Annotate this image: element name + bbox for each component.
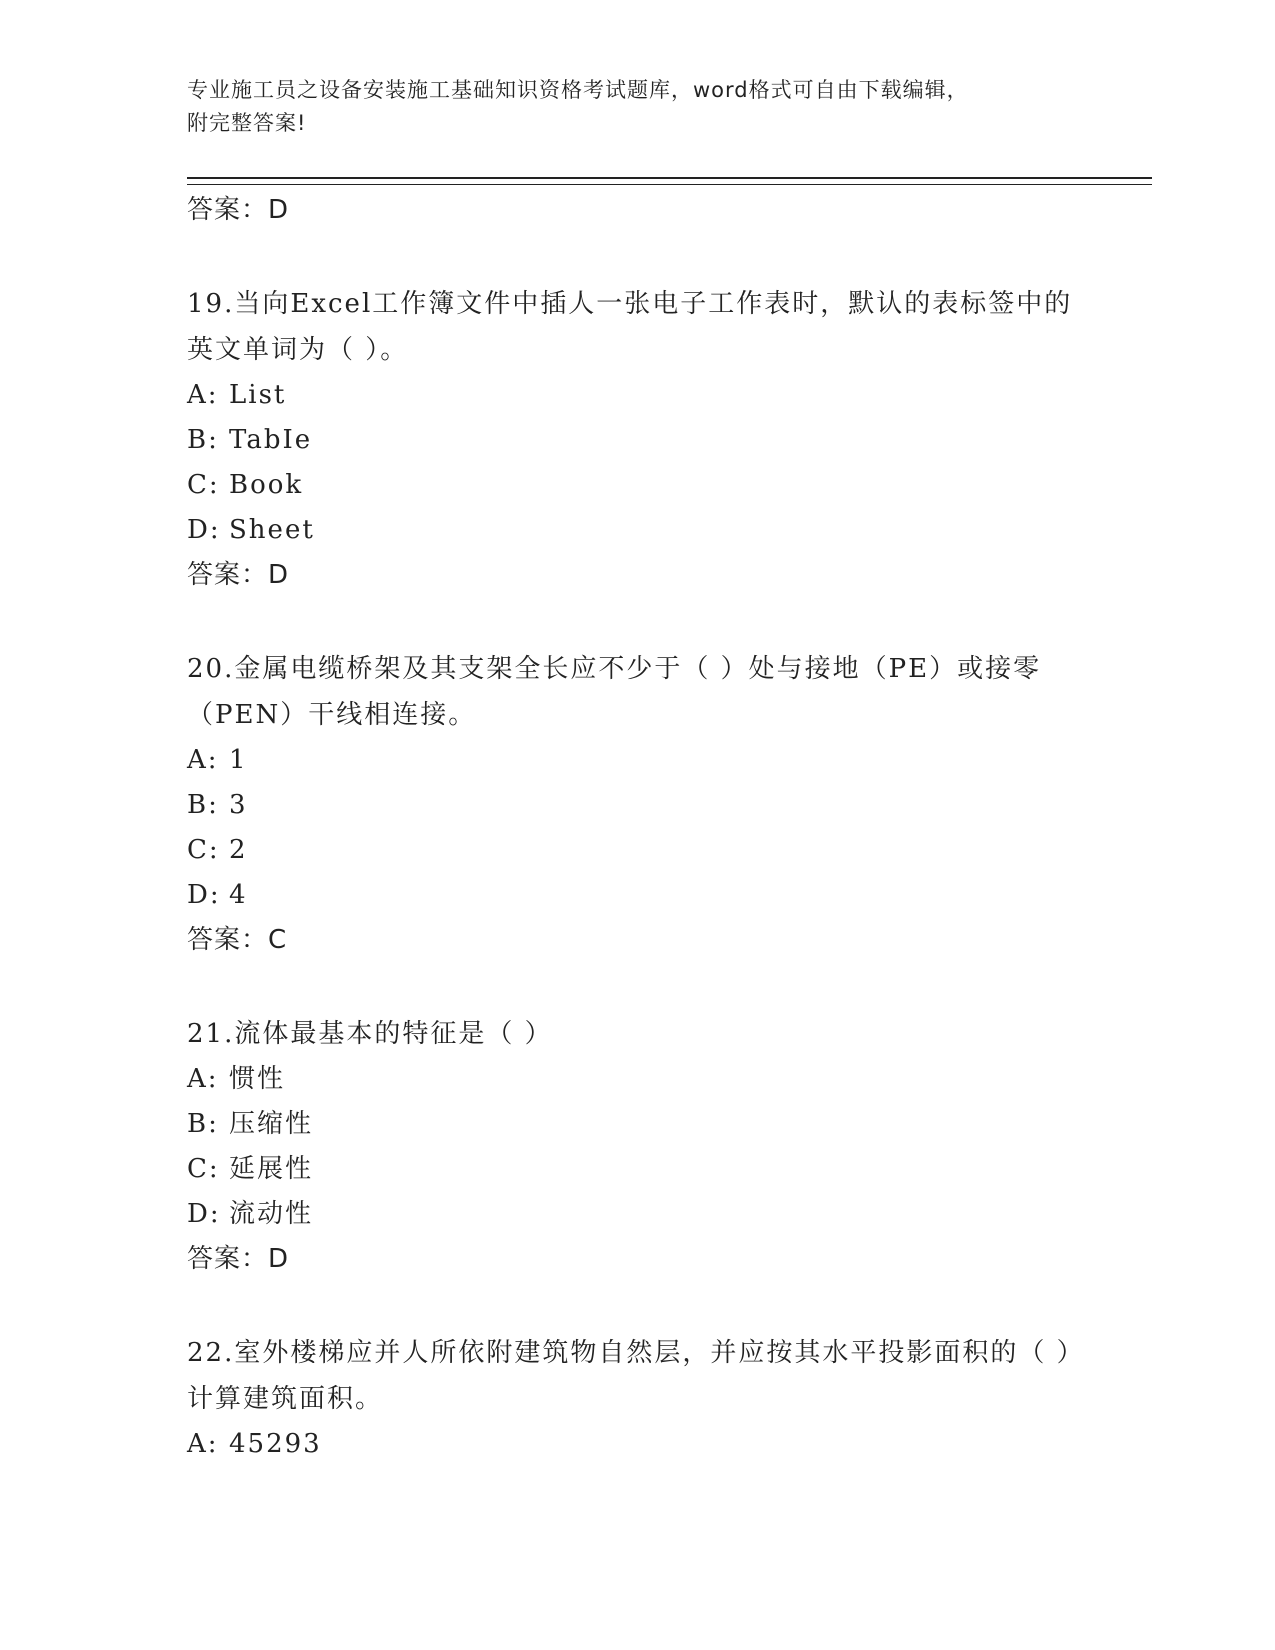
option-value: 1 xyxy=(229,745,248,775)
option-d xyxy=(187,508,1087,553)
option-b xyxy=(187,783,1087,828)
question-22 xyxy=(187,1328,1087,1422)
option-label: C: xyxy=(187,470,220,500)
option-c xyxy=(187,828,1087,873)
option-label: D: xyxy=(187,515,221,545)
question-20 xyxy=(187,644,1087,738)
option-label: B: xyxy=(187,790,219,820)
question-list xyxy=(187,188,1087,1467)
option-label: C: xyxy=(187,1154,220,1184)
question-text: 19.当向Excel工作簿文件中插人一张电子工作表时，默认的表标签中的英文单词为（ ）。 xyxy=(187,289,1073,365)
option-value: Book xyxy=(229,470,304,500)
option-label: D: xyxy=(187,880,221,910)
question-19 xyxy=(187,279,1087,373)
spacer xyxy=(187,598,1087,644)
option-a xyxy=(187,1057,1087,1102)
option-value: List xyxy=(229,380,287,410)
option-b xyxy=(187,418,1087,463)
option-value: 压缩性 xyxy=(229,1109,314,1139)
option-value: 4 xyxy=(229,880,248,910)
option-a xyxy=(187,738,1087,783)
option-value: 2 xyxy=(229,835,248,865)
option-c xyxy=(187,463,1087,508)
option-label: B: xyxy=(187,425,219,455)
document-header xyxy=(187,74,1067,140)
answer-20: 答案：C xyxy=(187,925,288,955)
option-label: D: xyxy=(187,1199,221,1229)
question-text: 20.金属电缆桥架及其支架全长应不少于（ ）处与接地（PE）或接零（PEN）干线相连接。 xyxy=(187,654,1042,730)
option-c xyxy=(187,1147,1087,1192)
option-d xyxy=(187,1192,1087,1237)
option-value: 延展性 xyxy=(229,1154,314,1184)
answer-21: 答案：D xyxy=(187,1244,290,1274)
option-label: A: xyxy=(187,1429,219,1459)
option-label: A: xyxy=(187,380,219,410)
question-text: 22.室外楼梯应并人所依附建筑物自然层，并应按其水平投影面积的（ ）计算建筑面积。 xyxy=(187,1338,1085,1414)
option-label: A: xyxy=(187,1064,219,1094)
option-value: Sheet xyxy=(229,515,315,545)
option-value: 惯性 xyxy=(229,1064,286,1094)
header-line-1: 专业施工员之设备安装施工基础知识资格考试题库，word格式可自由下载编辑， xyxy=(187,78,969,102)
header-divider xyxy=(187,177,1152,185)
spacer xyxy=(187,233,1087,279)
option-value: 流动性 xyxy=(229,1199,314,1229)
option-a xyxy=(187,1422,1087,1467)
answer-19: 答案：D xyxy=(187,560,290,590)
option-label: B: xyxy=(187,1109,219,1139)
header-line-2: 附完整答案! xyxy=(187,111,307,135)
previous-answer: 答案：D xyxy=(187,195,290,225)
option-label: C: xyxy=(187,835,220,865)
question-21 xyxy=(187,1009,1087,1057)
option-label: A: xyxy=(187,745,219,775)
spacer xyxy=(187,963,1087,1009)
question-text: 21.流体最基本的特征是（ ） xyxy=(187,1019,553,1049)
spacer xyxy=(187,1282,1087,1328)
option-value: TabIe xyxy=(229,425,313,455)
option-a xyxy=(187,373,1087,418)
option-value: 45293 xyxy=(229,1429,322,1459)
option-b xyxy=(187,1102,1087,1147)
option-value: 3 xyxy=(229,790,248,820)
option-d xyxy=(187,873,1087,918)
